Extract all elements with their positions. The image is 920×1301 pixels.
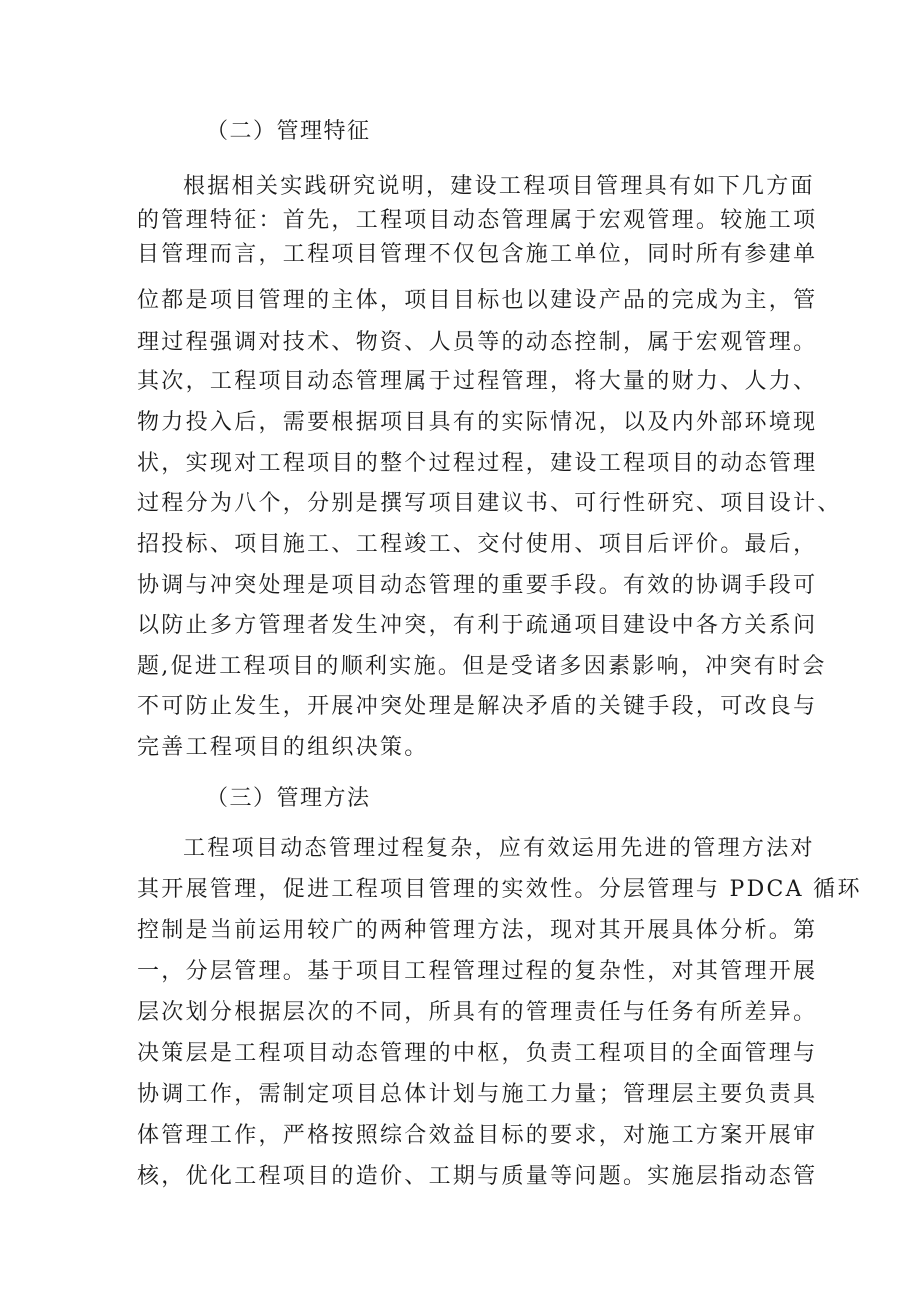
paragraph-line: 的管理特征：首先，工程项目动态管理属于宏观管理。较施工项 <box>137 208 818 233</box>
paragraph-line: 协调与冲突处理是项目动态管理的重要手段。有效的协调手段可 <box>137 573 818 598</box>
paragraph-line: 根据相关实践研究说明，建设工程项目管理具有如下几方面 <box>183 174 815 199</box>
paragraph-line: 体管理工作，严格按照综合效益目标的要求，对施工方案开展审 <box>137 1123 818 1148</box>
paragraph-line: 核，优化工程项目的造价、工期与质量等问题。实施层指动态管 <box>137 1164 818 1189</box>
paragraph-line: 物力投入后，需要根据项目具有的实际情况，以及内外部环境现 <box>137 410 818 435</box>
paragraph-line: 过程分为八个，分别是撰写项目建议书、可行性研究、项目设计、 <box>137 491 842 516</box>
section-heading-3: （三）管理方法 <box>206 786 371 811</box>
paragraph-line: 完善工程项目的组织决策。 <box>137 735 429 760</box>
section-heading-2: （二）管理特征 <box>206 119 371 144</box>
paragraph-line: 其次，工程项目动态管理属于过程管理，将大量的财力、人力、 <box>137 369 818 394</box>
paragraph-line: 层次划分根据层次的不同，所具有的管理责任与任务有所差异。 <box>137 1000 818 1025</box>
paragraph-line: 状，实现对工程项目的整个过程过程，建设工程项目的动态管理 <box>137 451 818 476</box>
paragraph-line: 协调工作，需制定项目总体计划与施工力量；管理层主要负责具 <box>137 1082 818 1107</box>
paragraph-line: 控制是当前运用较广的两种管理方法，现对其开展具体分析。第 <box>137 918 818 943</box>
paragraph-line: 目管理而言，工程项目管理不仅包含施工单位，同时所有参建单 <box>137 242 818 267</box>
paragraph-line: 位都是项目管理的主体，项目目标也以建设产品的完成为主，管 <box>137 288 818 313</box>
paragraph-line: 工程项目动态管理过程复杂，应有效运用先进的管理方法对 <box>183 836 815 861</box>
paragraph-line: 不可防止发生，开展冲突处理是解决矛盾的关键手段，可改良与 <box>137 694 818 719</box>
paragraph-line: 招投标、项目施工、工程竣工、交付使用、项目后评价。最后， <box>137 532 818 557</box>
paragraph-line: 决策层是工程项目动态管理的中枢，负责工程项目的全面管理与 <box>137 1041 818 1066</box>
paragraph-line: 以防止多方管理者发生冲突，有利于疏通项目建设中各方关系问 <box>137 613 818 638</box>
paragraph-line: 其开展管理，促进工程项目管理的实效性。分层管理与 PDCA 循环 <box>137 877 862 902</box>
paragraph-line: 题,促进工程项目的顺利实施。但是受诸多因素影响，冲突有时会 <box>137 654 827 679</box>
paragraph-line: 一，分层管理。基于项目工程管理过程的复杂性，对其管理开展 <box>137 959 818 984</box>
paragraph-line: 理过程强调对技术、物资、人员等的动态控制，属于宏观管理。 <box>137 330 818 355</box>
